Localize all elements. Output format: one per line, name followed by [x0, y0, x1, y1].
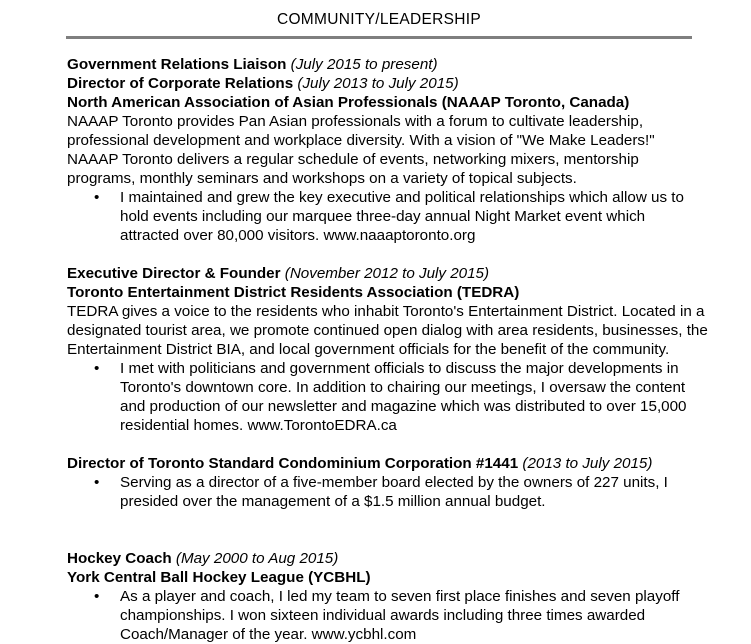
description-line: designated tourist area, we promote continued open dialog with area residents, businesses, the	[67, 322, 708, 339]
document-body	[67, 55, 737, 644]
bullet-list	[67, 473, 737, 511]
bullet-item	[67, 188, 737, 245]
role-line	[67, 74, 737, 93]
role-line	[67, 55, 737, 74]
bullet-text-line: Serving as a director of a five-member board elected by the owners of 227 units, I	[120, 474, 668, 491]
organization-name: Toronto Entertainment District Residents Association (TEDRA)	[67, 284, 520, 301]
bullet-text-line: hold events including our marquee three-day annual Night Market event which	[120, 208, 646, 225]
role-title: Government Relations Liaison	[67, 56, 287, 73]
organization-name: York Central Ball Hockey League (YCBHL)	[67, 569, 371, 586]
description-line: programs, monthly seminars and workshops on a variety of topical subjects.	[67, 170, 577, 187]
section-heading: COMMUNITY/LEADERSHIP	[276, 11, 482, 28]
bullet-item	[67, 587, 737, 644]
role-dates: (November 2012 to July 2015)	[284, 265, 490, 282]
role-title: Executive Director & Founder	[67, 265, 281, 282]
role-dates: (July 2015 to present)	[290, 56, 438, 73]
bullet-text-line: As a player and coach, I led my team to seven first place finishes and seven playoff	[120, 588, 680, 605]
role-line	[67, 264, 737, 283]
description-line: professional development and workplace diversity. With a vision of "We Make Leaders!"	[67, 132, 655, 149]
description-line: NAAAP Toronto delivers a regular schedule of events, networking mixers, mentorship	[67, 151, 639, 168]
role-title: Director of Toronto Standard Condominium Corporation #1441	[67, 455, 519, 472]
bullet-icon: •	[94, 360, 100, 377]
role-title: Hockey Coach	[67, 550, 172, 567]
bullet-list	[67, 188, 737, 245]
bullet-text-line: and production of our newsletter and magazine which was distributed to over 15,000	[120, 398, 687, 415]
description-line: TEDRA gives a voice to the residents who inhabit Toronto's Entertainment District. Located in a	[67, 303, 705, 320]
role-dates: (July 2013 to July 2015)	[297, 75, 459, 92]
bullet-text-line: attracted over 80,000 visitors. www.naaaptoronto.org	[120, 227, 476, 244]
bullet-list	[67, 587, 737, 644]
role-line	[67, 454, 737, 473]
bullet-list	[67, 359, 737, 435]
section-divider	[66, 36, 692, 39]
bullet-icon: •	[94, 189, 100, 206]
bullet-text-line: presided over the management of a $1.5 million annual budget.	[120, 493, 546, 510]
entry-tedra	[67, 264, 737, 435]
bullet-text-line: Coach/Manager of the year. www.ycbhl.com	[120, 626, 417, 643]
bullet-text-line: I maintained and grew the key executive and political relationships which allow us to	[120, 189, 684, 206]
bullet-item	[67, 359, 737, 435]
bullet-item	[67, 473, 737, 511]
bullet-text-line: Toronto's downtown core. In addition to chairing our meetings, I oversaw the content	[120, 379, 686, 396]
bullet-text-line: residential homes. www.TorontoEDRA.ca	[120, 417, 397, 434]
role-title: Director of Corporate Relations	[67, 75, 294, 92]
role-line	[67, 549, 737, 568]
role-dates: (May 2000 to Aug 2015)	[175, 550, 339, 567]
description-line: NAAAP Toronto provides Pan Asian professionals with a forum to cultivate leadership,	[67, 113, 644, 130]
bullet-icon: •	[94, 474, 100, 491]
bullet-text-line: championships. I won sixteen individual awards including three times awarded	[120, 607, 646, 624]
bullet-icon: •	[94, 588, 100, 605]
bullet-text-line: I met with politicians and government officials to discuss the major developments in	[120, 360, 679, 377]
entry-naaap	[67, 55, 737, 245]
description-line: Entertainment District BIA, and local government officials for the benefit of the community.	[67, 341, 670, 358]
entry-condominium	[67, 454, 737, 511]
role-dates: (2013 to July 2015)	[522, 455, 653, 472]
organization-name: North American Association of Asian Professionals (NAAAP Toronto, Canada)	[67, 94, 630, 111]
entry-hockey	[67, 549, 737, 644]
